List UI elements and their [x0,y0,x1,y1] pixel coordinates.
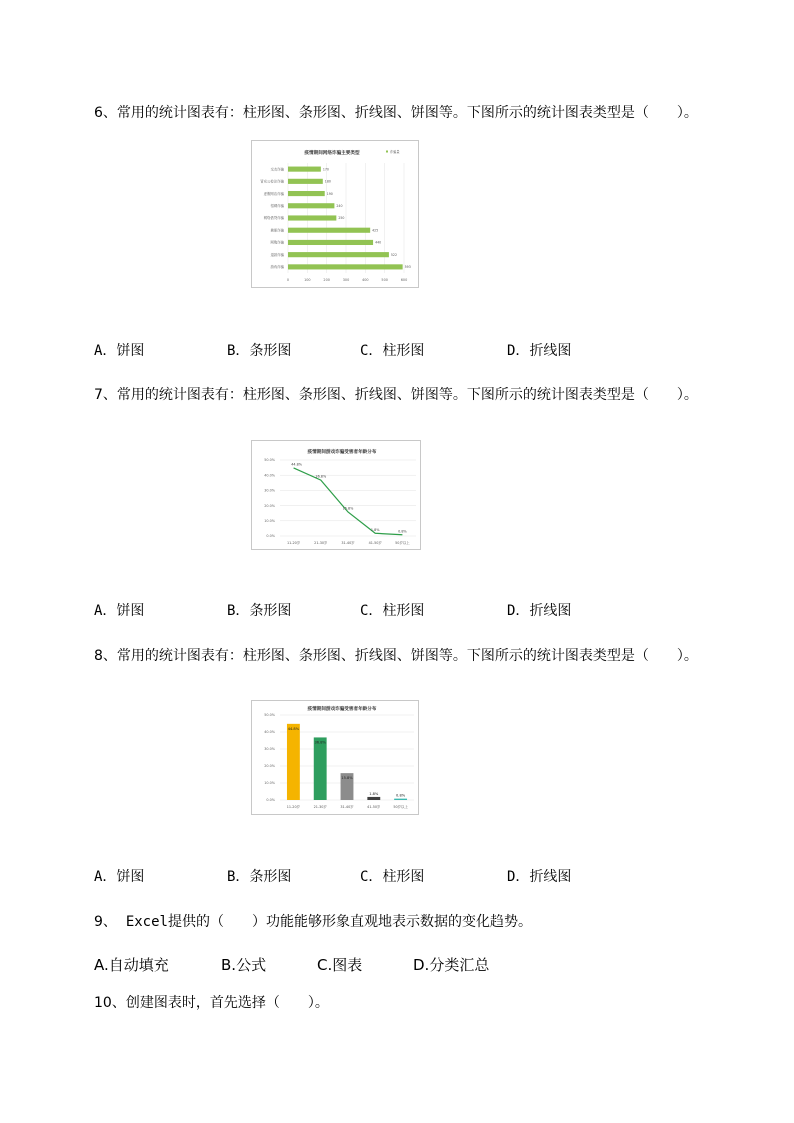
y-category-label: 交友诈骗 [270,167,284,172]
option-d[interactable]: D．折线图 [507,343,572,359]
data-label: 425 [372,228,379,233]
bar [367,797,380,800]
y-category-label: 网购诈骗 [270,240,284,245]
y-tick-label: 50.0% [264,458,275,463]
question-9-options [94,954,744,974]
chart-line [251,440,421,550]
data-label: 240 [336,203,343,208]
chart-title: 疫情期间游戏诈骗受害者年龄分布 [307,707,377,712]
x-category-label: 50岁以上 [395,541,410,545]
chart-vertical-bar [251,700,419,815]
bar [288,240,373,245]
option-b[interactable]: B．条形图 [227,869,292,885]
data-label: 440 [375,240,382,245]
option-c[interactable]: C．柱形图 [360,603,425,619]
x-category-label: 41-50岁 [368,541,382,545]
x-category-label: 11-20岁 [286,805,301,809]
option-a[interactable]: A．饼图 [94,603,145,619]
question-8-options [94,866,744,886]
x-category-label: 21-30岁 [313,805,327,809]
question-7-options [94,600,744,620]
y-category-label: 退款诈骗 [270,252,284,257]
data-label: 36.8% [314,740,326,745]
x-category-label: 11-20岁 [286,541,301,545]
data-label: 250 [338,216,345,221]
data-label: 15.8% [342,506,354,511]
option-c[interactable]: C.图表 [317,956,363,974]
x-tick-label: 100 [304,278,311,282]
bar [288,264,403,269]
question-6-options [94,340,744,360]
data-label: 1.8% [370,527,380,532]
chart-title: 疫情期间游戏诈骗受害者年龄分布 [307,450,377,455]
option-d[interactable]: D.分类汇总 [413,956,490,974]
option-a[interactable]: A.自动填充 [94,956,169,974]
y-category-label: 招聘诈骗 [270,203,284,208]
data-label: 44.8% [291,462,302,467]
bar [288,215,336,220]
x-category-label: 31-40岁 [340,805,354,809]
data-label: 15.8% [341,776,353,781]
y-category-label: 网络借贷诈骗 [263,216,284,221]
data-label: 0.8% [396,793,406,798]
y-tick-label: 30.0% [264,747,275,752]
option-b[interactable]: B．条形图 [227,603,292,619]
series-line [294,468,403,535]
y-tick-label: 40.0% [264,730,275,735]
option-d[interactable]: D．折线图 [507,869,572,885]
y-tick-label: 30.0% [264,488,275,493]
option-b[interactable]: B．条形图 [227,343,292,359]
bar [394,799,407,800]
option-a[interactable]: A．饼图 [94,343,145,359]
y-category-label: 兼职诈骗 [270,228,284,233]
y-tick-label: 10.0% [264,781,275,786]
legend-label: 诈骗量 [390,150,400,154]
data-label: 0.8% [398,529,407,534]
bar [288,191,325,196]
question-9-number: 9、 [94,914,117,930]
y-category-label: 游戏诈骗 [270,265,284,270]
option-c[interactable]: C．柱形图 [360,343,425,359]
data-label: 522 [390,252,398,257]
data-label: 180 [324,179,331,184]
y-category-label: 虚假网店诈骗 [263,191,284,196]
x-tick-label: 400 [362,278,369,282]
x-tick-label: 0 [286,278,290,282]
data-label: 190 [326,191,333,196]
y-tick-label: 20.0% [264,503,275,508]
legend-swatch [386,151,388,153]
x-tick-label: 600 [400,278,408,282]
question-9-body: 提供的（ ）功能能够形象直观地表示数据的变化趋势。 [167,914,532,930]
option-b[interactable]: B.公式 [221,956,267,974]
x-category-label: 21-30岁 [314,541,328,545]
data-label: 1.8% [369,791,379,796]
question-10-text: 10、创建图表时，首先选择（ ）。 [94,995,329,1011]
y-tick-label: 0.0% [266,798,275,803]
x-category-label: 41-50岁 [367,805,381,809]
bar [287,724,300,800]
y-tick-label: 40.0% [264,473,275,478]
chart-title: 疫情期间网络诈骗主要类型 [304,151,360,156]
bar [288,203,334,208]
chart-line-svg [252,441,420,549]
bar [288,252,389,257]
bar [288,179,323,184]
data-label: 593 [404,265,411,270]
bar [288,167,321,172]
option-d[interactable]: D．折线图 [507,603,572,619]
question-6-text: 6、常用的统计图表有：柱形图、条形图、折线图、饼图等。下图所示的统计图表类型是（ ）。 [94,105,698,121]
chart-horizontal-bar-svg [252,141,418,287]
chart-vertical-bar-svg [252,701,418,814]
question-8-text: 8、常用的统计图表有：柱形图、条形图、折线图、饼图等。下图所示的统计图表类型是（ ）。 [94,648,698,664]
x-category-label: 50岁以上 [393,805,408,809]
data-label: 36.8% [315,474,327,479]
question-9-excel: Excel [125,914,168,930]
x-category-label: 31-40岁 [341,541,355,545]
question-9-text [94,911,532,931]
option-a[interactable]: A．饼图 [94,869,145,885]
y-category-label: 冒充公检法诈骗 [260,179,284,184]
data-label: 170 [322,167,329,172]
question-7-text: 7、常用的统计图表有：柱形图、条形图、折线图、饼图等。下图所示的统计图表类型是（ ）。 [94,387,698,403]
x-tick-label: 500 [381,278,388,282]
option-c[interactable]: C．柱形图 [360,869,425,885]
y-tick-label: 10.0% [264,519,275,523]
data-label: 44.8% [287,726,300,731]
bar [314,737,327,800]
y-tick-label: 50.0% [264,713,275,718]
chart-horizontal-bar [251,140,419,288]
x-tick-label: 300 [342,278,350,282]
x-tick-label: 200 [323,278,330,282]
y-tick-label: 0.0% [266,534,275,539]
bar [288,228,370,233]
y-tick-label: 20.0% [264,764,275,769]
